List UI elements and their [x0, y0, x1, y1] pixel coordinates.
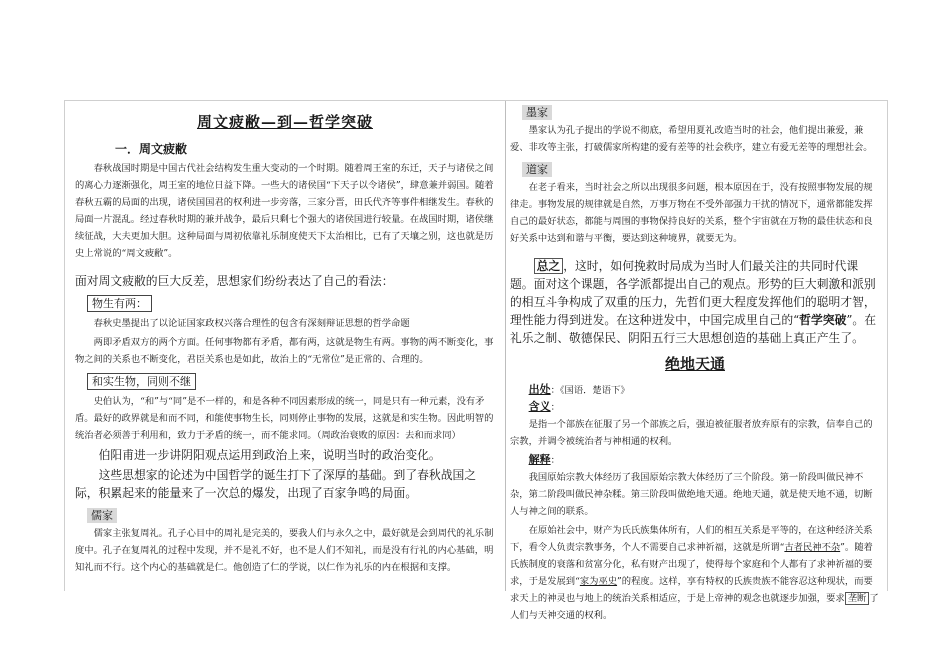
paragraph: 是指一个部族在征服了另一个部族之后，强迫被征服者放弃原有的宗教，信奉自己的宗教，并调令被统治者与神相通的权利。	[510, 419, 873, 447]
paragraph: 面对周文疲敝的巨大反差，思想家们纷纷表达了自己的看法：	[75, 274, 394, 288]
page-title: 周文疲敝—到—哲学突破	[196, 113, 373, 131]
paragraph: 春秋史墨提出了以论证国家政权兴落合理性的包含有深刻辩证思想的哲学命题	[93, 318, 410, 329]
paragraph: 史伯认为，“和”与“同”是不一样的，和是各种不同因素形成的统一，同是只有一种元素，没有矛盾。最好的政界就是和而不同，和能使事物生长，同则停止事物的发展，这就是和实生物。因此明智的统治者必须善于利用和，致力于矛盾的统一，而不能求同。（周政治衰败的原因：去和而求同）	[75, 396, 494, 441]
paragraph: 在老子看来，当时社会之所以出现很多问题，根本原因在于，没有按照事物发展的规律走。事物发展的规律就是自然，万事万物在不受外部强力干扰的情况下，通常都能发挥自己的最好状态，都能与周围的事物保持良好的关系，整个宇宙就在万物的最佳状态和良好关系中达到和谐与平衡，要达到这种境界，就要无为。	[510, 182, 873, 244]
boxed-heading: 和实生物，同则不继	[87, 373, 196, 390]
paragraph: 在原始社会中，财产为氏氏族集体所有，人们的相互关系是平等的，在这种经济关系下，看令人负责宗教事务，个人不需要自己求神祈福，这就是所谓“古者民神不杂”。随着氏族制度的衰落和贫富分化，私有财产出现了，使得每个家庭和个人都有了求神祈福的要求，于是发展到“家为巫史”的程度。这样，享有特权的氏族贵族不能容忍这种现状，而要求天上的神灵也与地上的统治关系相适应，于是上帝神的观念也就逐步加强，要求 垄断 了人们与天神交通的权利。	[510, 525, 879, 621]
paragraph: 两即矛盾双方的两个方面。任何事物都有矛盾，都有两，这就是物生有两。事物的两不断变化，事物之间的关系也不断变化，君臣关系也是如此，故治上的“无常位”是正常的、合理的。	[75, 337, 494, 365]
left-column	[75, 101, 495, 591]
summary-label: 总之	[534, 258, 564, 274]
right-column	[510, 101, 880, 621]
paragraph: 我国原始宗教大体经历了我国原始宗教大体经历了三个阶段。第一阶段叫做民神不杂，第二阶段叫做民神杂糅。第三阶段叫做绝地天通。绝地天通，就是使天地不通，切断人与神之间的联系。	[510, 472, 873, 517]
paragraph: 伯阳甫进一步讲阴阳观点运用到政治上来，说明当时的政治变化。	[98, 448, 441, 462]
paragraph: 这些思想家的论述为中国哲学的诞生打下了深厚的基础。到了春秋战国之际，积累起来的能量来了一次总的爆发，出现了百家争鸣的局面。	[75, 468, 477, 500]
school-tag: 儒家	[87, 508, 117, 523]
paragraph: 春秋战国时期是中国古代社会结构发生重大变动的一个时期。随着周王室的东迁，天子与诸侯之间的离心力逐渐强化，周王室的地位日益下降。一些大的诸侯国“下天子以令诸侯”，肆意兼并弱国。随着春秋五霸的局面的出现，诸侯国国君的权利进一步旁落，三家分晋，田氏代齐等事件相继发生。春秋的局面一片混乱。经过春秋时期的兼并战争，最后只剩七个强大的诸侯国进行较量。在战国时期，诸侯继续征战，大夫更加大胆。这种局面与周初依靠礼乐制度使天下太治相比，已有了天壤之别，这也就是历史上常说的“周文疲敝”。	[75, 163, 494, 259]
source-line: 出处：《国语．楚语下》	[528, 383, 630, 396]
summary-paragraph: 总之 ，这时，如何挽救时局成为当时人们最关注的共同时代课题。面对这个课题，各学派都提出自己的观点。形势的巨大刺激和派别的相互斗争构成了双重的压力，先哲们更大程度发挥他们的聪明才智，理性能力得到迸发。在这种迸发中，中国完成里自己的“哲学突破”。在礼乐之制、敬德保民、阴阳五行三大思想创造的基础上真正产生了。	[510, 259, 876, 345]
column-divider	[505, 101, 506, 591]
paragraph: 儒家主张复周礼。孔子心目中的周礼是完美的，要我人们与永久之中，最好就是会到周代的礼乐制度中。孔子在复周礼的过程中发现，并不是礼不好，也不是人们不知礼，而是没有行礼的内心基础，明知礼而不行。这个内心的基础就是仁。他创造了仁的学说，以仁作为礼乐的内在根据和支撑。	[75, 528, 494, 573]
boxed-heading: 物生有两：	[87, 295, 152, 312]
section-heading: 一．周文疲敝	[115, 142, 188, 156]
document-page	[64, 100, 888, 621]
school-tag: 墨家	[522, 105, 552, 120]
explain-line: 解释：	[528, 453, 560, 466]
school-tag: 道家	[522, 162, 552, 177]
meaning-line: 含义：	[528, 400, 560, 413]
paragraph: 墨家认为孔子提出的学说不彻底，希望用夏礼改造当时的社会，他们提出兼爱，兼爱、非攻等主张，打破儒家所构建的爱有差等的社会秩序，建立有爱无差等的理想社会。	[510, 125, 873, 153]
section-title: 绝地天通	[664, 355, 725, 373]
